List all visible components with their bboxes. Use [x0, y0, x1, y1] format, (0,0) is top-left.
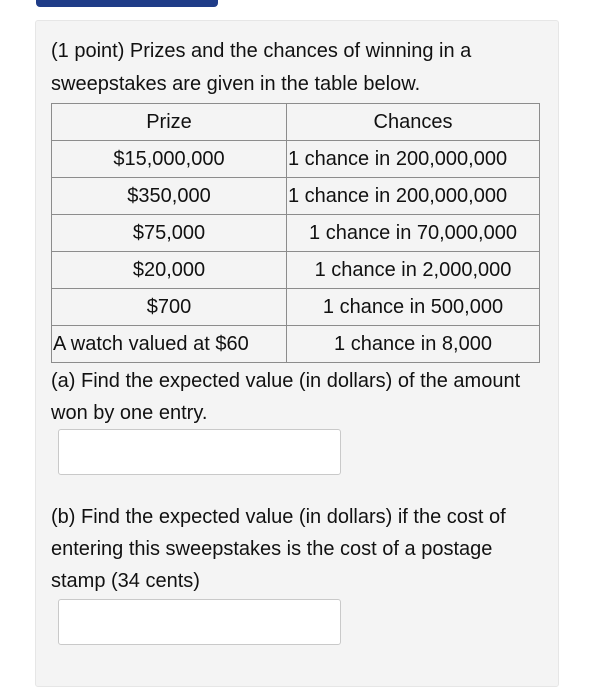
header-chances: Chances	[287, 104, 540, 141]
prize-cell: $700	[52, 289, 287, 326]
part-b-question: (b) Find the expected value (in dollars) if the cost of entering this sweepstakes is the cost of a postage stamp (34 cents)	[51, 506, 506, 592]
top-accent-bar	[36, 0, 218, 7]
chance-cell: 1 chance in 200,000,000	[287, 141, 540, 178]
part-b-answer-input[interactable]	[58, 599, 341, 645]
table-row	[52, 289, 540, 326]
problem-card	[35, 20, 559, 687]
prize-cell: $20,000	[52, 252, 287, 289]
chance-cell: 1 chance in 200,000,000	[287, 178, 540, 215]
prize-cell: $75,000	[52, 215, 287, 252]
prize-cell: A watch valued at $60	[52, 326, 287, 363]
chance-cell: 1 chance in 8,000	[287, 326, 540, 363]
table-row	[52, 178, 540, 215]
table-header-row	[52, 104, 540, 141]
part-a-question: (a) Find the expected value (in dollars) of the amount won by one entry.	[51, 370, 521, 424]
table-row	[52, 141, 540, 178]
prize-cell: $350,000	[52, 178, 287, 215]
prize-table	[51, 103, 540, 363]
prize-cell: $15,000,000	[52, 141, 287, 178]
header-prize: Prize	[52, 104, 287, 141]
table-row	[52, 215, 540, 252]
part-a-answer-input[interactable]	[58, 429, 341, 475]
chance-cell: 1 chance in 2,000,000	[287, 252, 540, 289]
table-row	[52, 252, 540, 289]
chance-cell: 1 chance in 70,000,000	[287, 215, 540, 252]
chance-cell: 1 chance in 500,000	[287, 289, 540, 326]
table-row	[52, 326, 540, 363]
problem-intro: (1 point) Prizes and the chances of winning in a sweepstakes are given in the table below.	[51, 40, 472, 95]
